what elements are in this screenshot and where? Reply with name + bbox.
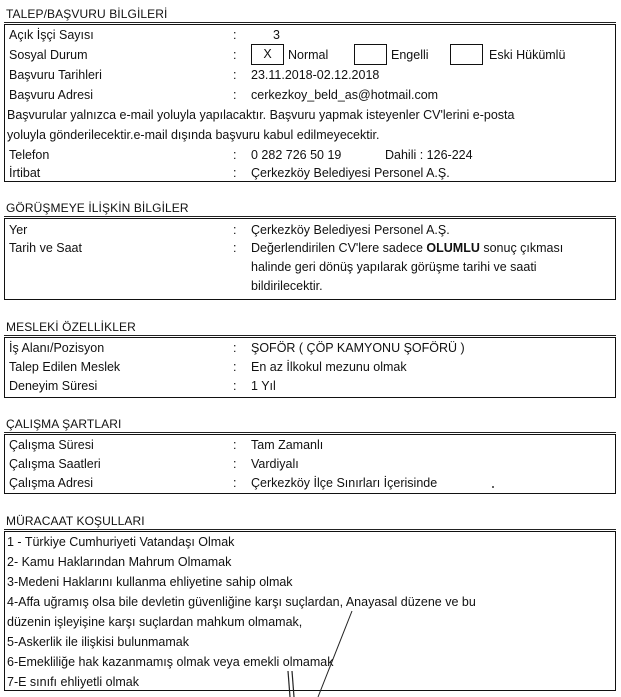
value-tarih-line-3: bildirilecektir. — [251, 279, 323, 293]
value-telefon: 0 282 726 50 19 — [251, 148, 342, 162]
condition-item-4-cont: düzenin işleyişine karşı suçlardan mahkum olmamak, — [7, 615, 303, 629]
colon: : — [233, 148, 237, 162]
colon: : — [233, 48, 237, 62]
colon: : — [233, 438, 237, 452]
colon: : — [233, 457, 237, 471]
colon: : — [233, 28, 237, 42]
section-title-mesleki: MESLEKİ ÖZELLİKLER — [6, 320, 136, 334]
label-talep-edilen-meslek: Talep Edilen Meslek — [9, 360, 121, 374]
value-calisma-saatleri: Vardiyalı — [251, 457, 299, 471]
condition-item-5: 5-Askerlik ile ilişkisi bulunmamak — [7, 635, 189, 649]
value-calisma-suresi: Tam Zamanlı — [251, 438, 324, 452]
gorusme-box — [4, 218, 616, 300]
section-title-muracaat: MÜRACAAT KOŞULLARI — [6, 514, 145, 528]
calisma-box — [4, 434, 616, 494]
colon: : — [233, 68, 237, 82]
value-yer: Çerkezköy Belediyesi Personel A.Ş. — [251, 223, 450, 237]
label-irtibat: İrtibat — [9, 166, 41, 180]
colon: : — [233, 223, 237, 237]
colon: : — [233, 341, 237, 355]
label-basvuru-adresi: Başvuru Adresi — [9, 88, 94, 102]
value-is-alani: ŞOFÖR ( ÇÖP KAMYONU ŞOFÖRÜ ) — [251, 341, 465, 355]
condition-item-7: 7-E sınıfı ehliyetli olmak — [7, 675, 139, 689]
label-deneyim-suresi: Deneyim Süresi — [9, 379, 98, 393]
colon: : — [233, 88, 237, 102]
value-basvuru-tarihleri: 23.11.2018-02.12.2018 — [251, 68, 380, 82]
label-eski-hukumlu: Eski Hükümlü — [489, 48, 566, 62]
value-tarih-line-1 — [251, 239, 563, 257]
colon: : — [233, 166, 237, 180]
value-deneyim-suresi: 1 Yıl — [251, 379, 276, 393]
condition-item-2: 2- Kamu Haklarından Mahrum Olmamak — [7, 555, 232, 569]
colon: : — [233, 360, 237, 374]
label-engelli: Engelli — [391, 48, 429, 62]
condition-item-3: 3-Medeni Haklarını kullanma ehliyetine sahip olmak — [7, 575, 293, 589]
checkbox-eski-hukumlu[interactable] — [450, 44, 483, 65]
value-calisma-adresi: Çerkezköy İlçe Sınırları İçerisinde — [251, 476, 438, 490]
tarih-text-post: sonuç çıkması — [479, 241, 564, 255]
label-yer: Yer — [9, 223, 28, 237]
section-title-talep: TALEP/BAŞVURU BİLGİLERİ — [6, 7, 168, 21]
value-dahili: Dahili : 126-224 — [385, 148, 473, 162]
label-calisma-suresi: Çalışma Süresi — [9, 438, 94, 452]
value-tarih-line-2: halinde geri dönüş yapılarak görüşme tarihi ve saati — [251, 260, 537, 274]
value-acik-isci: 3 — [273, 28, 280, 42]
checkbox-engelli[interactable] — [354, 44, 387, 65]
section-title-gorusme: GÖRÜŞMEYE İLİŞKİN BİLGİLER — [6, 201, 189, 215]
label-is-alani: İş Alanı/Pozisyon — [9, 341, 105, 355]
talep-box — [4, 24, 616, 182]
condition-item-4: 4-Affa uğramış olsa bile devletin güvenliğine karşı suçlardan, Anayasal düzene ve bu — [7, 595, 476, 609]
value-talep-edilen-meslek: En az İlkokul mezunu olmak — [251, 360, 407, 374]
label-normal: Normal — [288, 48, 329, 62]
tarih-text-pre: Değerlendirilen CV'lere sadece — [251, 241, 427, 255]
condition-item-1: 1 - Türkiye Cumhuriyeti Vatandaşı Olmak — [7, 535, 235, 549]
tarih-text-bold: OLUMLU — [426, 241, 480, 255]
label-sosyal-durum: Sosyal Durum — [9, 48, 88, 62]
value-basvuru-adresi: cerkezkoy_beld_as@hotmail.com — [251, 88, 439, 102]
label-tarih-saat: Tarih ve Saat — [9, 241, 82, 255]
checkbox-normal[interactable]: X — [251, 44, 284, 65]
label-telefon: Telefon — [9, 148, 50, 162]
mesleki-box — [4, 337, 616, 398]
colon: : — [233, 241, 237, 255]
section-title-calisma: ÇALIŞMA ŞARTLARI — [6, 417, 122, 431]
note-line-2: yoluyla gönderilecektir.e-mail dışında başvuru kabul edilmeyecektir. — [7, 128, 380, 142]
muracaat-box — [4, 531, 616, 691]
label-basvuru-tarihleri: Başvuru Tarihleri — [9, 68, 102, 82]
value-irtibat: Çerkezköy Belediyesi Personel A.Ş. — [251, 166, 450, 180]
condition-item-6: 6-Emekliliğe hak kazanmamış olmak veya emekli olmamak — [7, 655, 334, 669]
colon: : — [233, 476, 237, 490]
label-acik-isci: Açık İşçi Sayısı — [9, 28, 94, 42]
label-calisma-saatleri: Çalışma Saatleri — [9, 457, 101, 471]
note-line-1: Başvurular yalnızca e-mail yoluyla yapılacaktır. Başvuru yapmak isteyenler CV'lerini e-posta — [7, 108, 515, 122]
label-calisma-adresi: Çalışma Adresi — [9, 476, 94, 490]
colon: : — [233, 379, 237, 393]
